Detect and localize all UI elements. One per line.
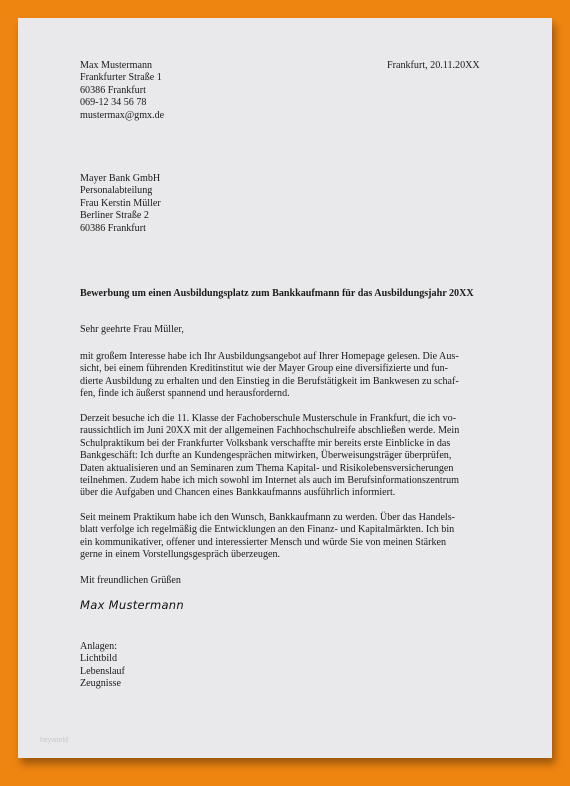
paragraph-line: sicht, bei einem führenden Kreditinstitut wie der Mayer Group eine diversifizierte und fun-: [80, 363, 449, 375]
closing: Mit freundlichen Grüßen: [80, 575, 181, 586]
sender-name: Max Mustermann: [80, 60, 153, 71]
attachments: [80, 641, 125, 691]
body-paragraph: [80, 413, 490, 500]
paragraph-line: gerne in einem Vorstellungsgespräch überzeugen.: [80, 549, 281, 561]
watermark: heyworld: [40, 737, 69, 744]
paragraph-line: Derzeit besuche ich die 11. Klasse der Fachoberschule Musterschule in Frankfurt, die ich vo-: [80, 413, 457, 424]
paragraph-line: Bankgeschäft: Ich durfte an Kundengesprächen mitwirken, Überweisungsträger überprüfen,: [80, 450, 452, 462]
recipient-address: [80, 173, 161, 235]
sender-street: Frankfurter Straße 1: [80, 72, 162, 84]
paragraph-line: über die Aufgaben und Chancen eines Bankkaufmanns ausführlich informiert.: [80, 487, 396, 499]
paragraph-line: Seit meinem Praktikum habe ich den Wunsch, Bankkaufmann zu werden. Über das Handels-: [80, 512, 456, 523]
recipient-contact: Frau Kerstin Müller: [80, 197, 161, 209]
sender-email: mustermax@gmx.de: [80, 109, 165, 121]
sender-phone: 069-12 34 56 78: [80, 97, 147, 109]
paragraph-line: dierte Ausbildung zu erhalten und den Einstieg in die Berufstätigkeit im Bankwesen zu schaf-: [80, 375, 459, 387]
attachment-item: Lichtbild: [80, 653, 118, 665]
attachment-item: Lebenslauf: [80, 665, 125, 677]
body-paragraph: [80, 351, 490, 401]
sender-city: 60386 Frankfurt: [80, 84, 146, 96]
paragraph-line: blatt verfolge ich regelmäßig die Entwicklungen an den Finanz- und Kapitalmärkten. Ich bin: [80, 524, 455, 536]
recipient-department: Personalabteilung: [80, 185, 153, 197]
attachment-item: Zeugnisse: [80, 678, 121, 690]
paragraph-line: Schulpraktikum bei der Frankfurter Volksbank verschaffte mir bereits erste Einblicke in das: [80, 437, 451, 449]
salutation: Sehr geehrte Frau Müller,: [80, 324, 184, 335]
recipient-company: Mayer Bank GmbH: [80, 173, 161, 184]
recipient-street: Berliner Straße 2: [80, 210, 149, 222]
paragraph-line: teilnehmen. Zudem habe ich mich sowohl im Internet als auch im Berufsinformationszentrum: [80, 475, 459, 487]
recipient-city: 60386 Frankfurt: [80, 222, 146, 234]
subject-line: Bewerbung um einen Ausbildungsplatz zum Bankkaufmann für das Ausbildungsjahr 20XX: [80, 288, 474, 299]
paragraph-line: mit großem Interesse habe ich Ihr Ausbildungsangebot auf Ihrer Homepage gelesen. Die Aus-: [80, 351, 459, 362]
paragraph-line: ein kommunikativer, offener und interessierter Mensch und würde Sie von meinen Stärken: [80, 536, 447, 548]
body-paragraph: [80, 512, 490, 562]
paragraph-line: Daten aktualisieren und an Seminaren zum Thema Kapital- und Risikolebensversicherungen: [80, 462, 454, 474]
attachments-heading: Anlagen:: [80, 641, 117, 652]
paragraph-line: raussichtlich im Juni 20XX mit der allgemeinen Fachhochschulreife abschließen werde. Mein: [80, 425, 460, 437]
paragraph-line: fen, finde ich äußerst spannend und herausfordernd.: [80, 388, 290, 400]
place-date: Frankfurt, 20.11.20XX: [387, 60, 480, 71]
letter-page: [18, 18, 552, 758]
sender-address: [80, 60, 164, 122]
signature: Max Mustermann: [80, 598, 184, 612]
